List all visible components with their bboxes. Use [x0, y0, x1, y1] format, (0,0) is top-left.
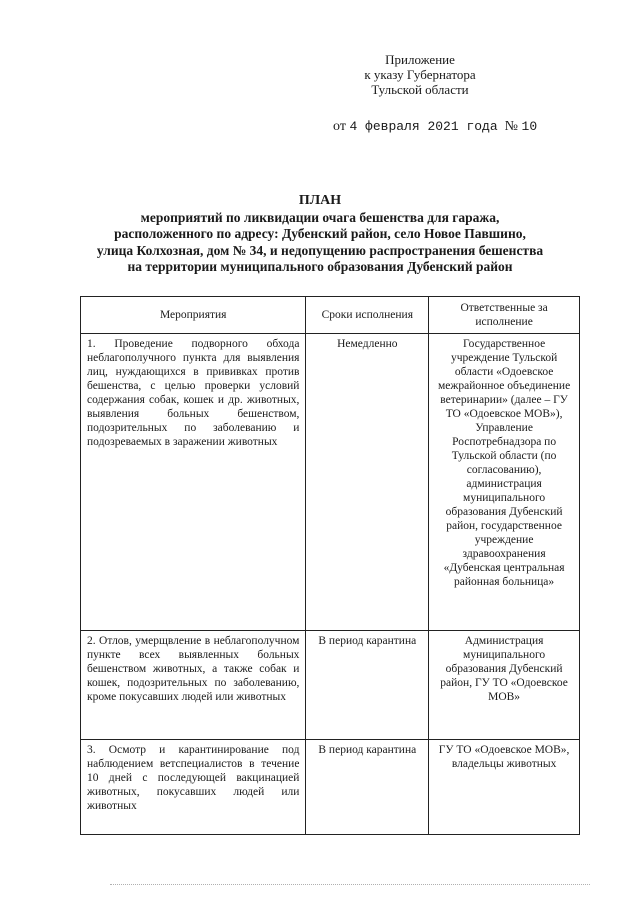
- measure-cell: 1. Проведение подворного обхода неблагополучного пункта для выявления лиц, нуждающихся в прививках против бешенства, с целью проверки условий содержания собак, кошек и др. животных, выявления больных бешенством, подозрительных по заболеванию и подозреваемых в заражении животных: [81, 334, 306, 631]
- number-label: №: [504, 119, 519, 134]
- table-header-row: [81, 297, 580, 334]
- responsible-cell: Администрация муниципального образования Дубенский район, ГУ ТО «Одоевское МОВ»: [429, 631, 580, 740]
- responsible-cell: Государственное учреждение Тульской области «Одоевское межрайонное объединение ветеринарии» (далее – ГУ ТО «Одоевское МОВ»), Управление Роспотребнадзора по Тульской области (по согласованию), администрация муниципального образования Дубенский район, государственное учреждение здравоохранения «Дубенская центральная районная больница»: [429, 334, 580, 631]
- document-title: [95, 193, 545, 276]
- table-row: [81, 631, 580, 740]
- appendix-line: Тульской области: [371, 82, 469, 97]
- deadline-cell: В период карантина: [306, 631, 429, 740]
- title-plan: ПЛАН: [298, 193, 342, 208]
- header-measures: Мероприятия: [81, 297, 306, 334]
- title-line: расположенного по адресу: Дубенский район, село Новое Павшино,: [114, 226, 526, 241]
- responsible-cell: ГУ ТО «Одоевское МОВ», владельцы животных: [429, 740, 580, 835]
- appendix-line: Приложение: [385, 52, 455, 67]
- header-responsible: Ответственные за исполнение: [429, 297, 580, 334]
- measure-cell: 2. Отлов, умерщвление в неблагополучном пункте всех выявленных больных бешенством животных, а также собак и кошек, подозрительных по заболеванию, кроме покусавших людей или животных: [81, 631, 306, 740]
- appendix-line: к указу Губернатора: [364, 67, 476, 82]
- measure-cell: 3. Осмотр и карантинирование под наблюдением ветспециалистов в течение 10 дней с последующей вакцинацией животных, покусавших людей или животных: [81, 740, 306, 835]
- scan-artifact-line: [110, 884, 590, 889]
- measures-table: [80, 296, 580, 835]
- title-line: улица Колхозная, дом № 34, и недопущению распространения бешенства: [96, 242, 544, 258]
- table-row: [81, 334, 580, 631]
- decree-date: 4 февраля 2021 года: [349, 119, 498, 134]
- decree-reference: [333, 119, 537, 135]
- title-line: на территории муниципального образования Дубенский район: [127, 259, 513, 274]
- title-line: мероприятий по ликвидации очага бешенства для гаража,: [140, 209, 500, 225]
- appendix-header: [340, 52, 500, 97]
- table-row: [81, 740, 580, 835]
- header-deadlines: Сроки исполнения: [306, 297, 429, 334]
- decree-number: 10: [521, 119, 538, 134]
- deadline-cell: В период карантина: [306, 740, 429, 835]
- deadline-cell: Немедленно: [306, 334, 429, 631]
- from-label: от: [333, 119, 346, 134]
